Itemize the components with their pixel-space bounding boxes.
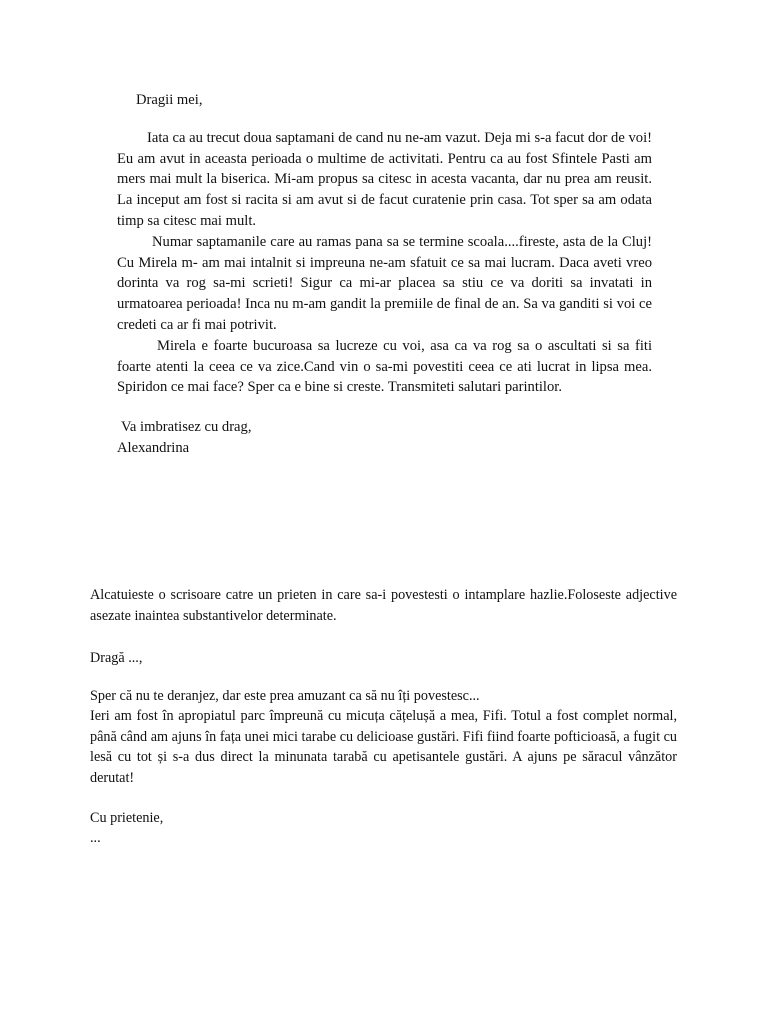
example-signature: ... — [90, 830, 101, 847]
example-signoff — [90, 808, 677, 849]
example-greeting: Dragă ..., — [90, 650, 143, 666]
letter-paragraph-3: Mirela e foarte bucuroasa sa lucreze cu voi, asa ca va rog sa o ascultati si sa fiti foarte atenti la ceea ce va zice.Cand vin o sa-mi povestiti ceea ce ati lucrat in lipsa mea. Spiridon ce mai face? Sper ca e bine si creste. Transmiteti salutari parintilor. — [117, 337, 652, 396]
letter-closing: Va imbratisez cu drag, — [121, 419, 252, 436]
letter-signature: Alexandrina — [117, 440, 190, 457]
letter-greeting: Dragii mei, — [136, 92, 203, 108]
letter-signoff — [117, 417, 652, 459]
letter-block — [117, 90, 652, 459]
example-letter — [90, 648, 677, 849]
letter-paragraph-2: Numar saptamanile care au ramas pana sa se termine scoala....fireste, asta de la Cluj! Cu Mirela m- am mai intalnit si impreuna ne-am sfatuit ce sa mai lucram. Daca aveti vreo dorinta va rog sa-mi scrieti! Sigur ca mi-ar placea sa stiu ce va doriti sa invatati in urmatoarea perioada! Inca nu m-am gandit la premiile de final de an. Sa va ganditi si voi ce credeti ca ar fi mai potrivit. — [117, 233, 652, 333]
letter-paragraph-1: Iata ca au trecut doua saptamani de cand nu ne-am vazut. Deja mi s-a facut dor de voi! Eu am avut in aceasta perioada o multime de activitati. Pentru ca au fost Sfintele Pasti am mers mai mult la biserica. Mi-am propus sa citesc in acesta vacanta, dar nu prea am reusit. La inceput am fost si racita si am avut si de facut curatenie prin casa. Tot sper sa am odata timp sa citesc mai mult. — [117, 129, 652, 229]
example-opening: Sper că nu te deranjez, dar este prea amuzant ca să nu îți povestesc... — [90, 687, 480, 704]
task-instructions: Alcatuieste o scrisoare catre un prieten in care sa-i povestesti o intamplare hazlie.Foloseste adjective asezate inaintea substantivelor determinate. — [90, 587, 677, 624]
example-body: Ieri am fost în apropiatul parc împreună cu micuța cățelușă a mea, Fifi. Totul a fost complet normal, până când am ajuns în fața unei mici tarabe cu delicioase gustări. Fifi fiind foarte pofticioasă, a fugit cu lesă cu tot și s-a dus direct la minunata tarabă cu apetisantele gustări. A ajuns pe săracul vânzător derutat! — [90, 708, 677, 786]
example-closing: Cu prietenie, — [90, 809, 164, 826]
example-body-block — [90, 686, 677, 789]
